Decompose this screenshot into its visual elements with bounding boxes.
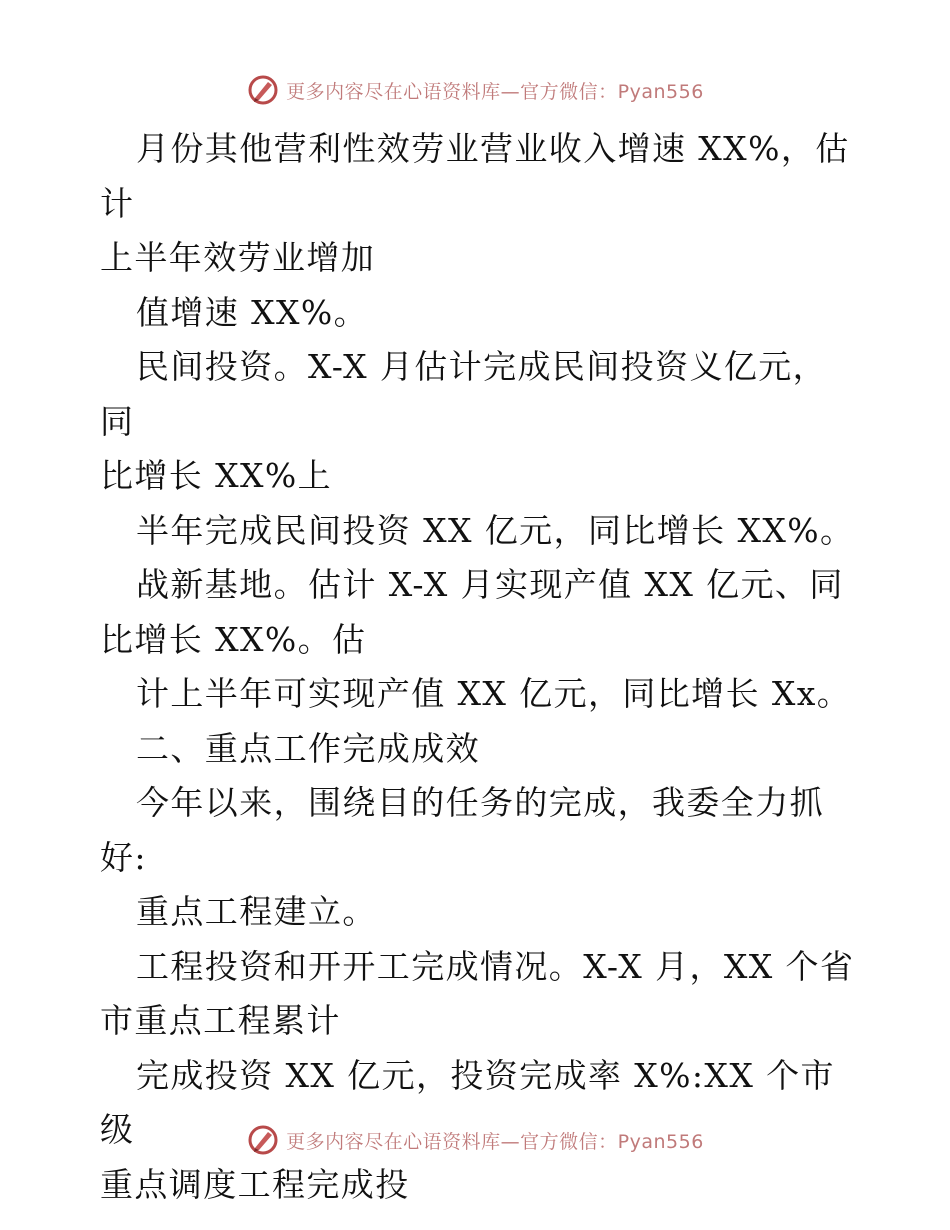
text-line: 工程投资和开开工完成情况。X-X 月，XX 个省 bbox=[136, 946, 855, 986]
text-line: 完成投资 XX 亿元，投资完成率 X%:XX 个市级 bbox=[100, 1055, 835, 1149]
text-line: 重点调度工程完成投 bbox=[100, 1164, 410, 1204]
text-line: 计上半年可实现产值 XX 亿元，同比增长 Xx。 bbox=[136, 674, 852, 713]
text-line: 比增长 XX%。估 bbox=[100, 619, 367, 659]
watermark-text: 更多内容尽在心语资料库—官方微信：Pyan556 bbox=[286, 1130, 704, 1153]
text-line: 比增长 XX%上 bbox=[100, 456, 333, 495]
text-line: 重点工程建立。 bbox=[136, 892, 377, 931]
text-line: 半年完成民间投资 XX 亿元，同比增长 XX%。 bbox=[136, 510, 855, 550]
text-line: 好: bbox=[100, 837, 147, 877]
footer-watermark bbox=[0, 1120, 950, 1160]
text-line: 市重点工程累计 bbox=[100, 1001, 341, 1040]
text-line: 战新基地。估计 X-X 月实现产值 XX 亿元、同 bbox=[136, 565, 844, 604]
text-line: 月份其他营利性效劳业营业收入增速 XX%，估计 bbox=[100, 129, 850, 223]
text-line: 值增速 XX%。 bbox=[136, 292, 369, 332]
watermark-text: 更多内容尽在心语资料库—官方微信：Pyan556 bbox=[286, 80, 704, 103]
section-heading: 二、重点工作完成成效 bbox=[136, 728, 480, 768]
text-line: 民间投资。X-X 月估计完成民间投资义亿元，同 bbox=[100, 347, 828, 441]
text-line: 上半年效劳业增加 bbox=[100, 238, 376, 277]
text-line: 今年以来，围绕目的任务的完成，我委全力抓 bbox=[136, 783, 824, 822]
pen-in-circle-icon bbox=[246, 1123, 280, 1157]
pen-in-circle-icon bbox=[246, 73, 280, 107]
document-body bbox=[100, 122, 860, 1212]
header-watermark bbox=[0, 70, 950, 110]
